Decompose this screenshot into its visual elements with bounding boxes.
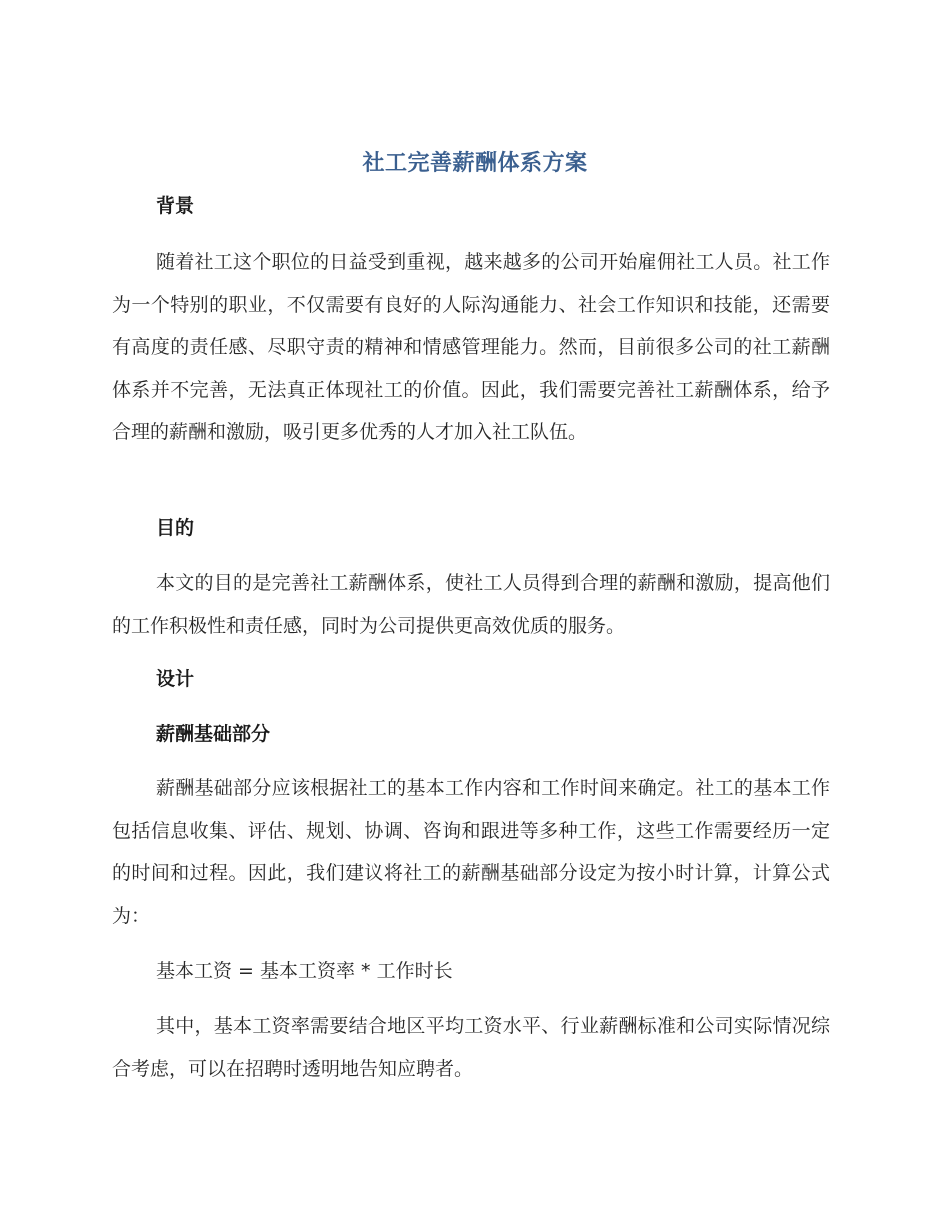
background-paragraph: 随着社工这个职位的日益受到重视，越来越多的公司开始雇佣社工人员。社工作为一个特别的职业，不仅需要有良好的人际沟通能力、社会工作知识和技能，还需要有高度的责任感、尽职守责的精神和情感管理能力。然而，目前很多公司的社工薪酬体系并不完善，无法真正体现社工的价值。因此，我们需要完善社工薪酬体系，给予合理的薪酬和激励，吸引更多优秀的人才加入社工队伍。: [112, 251, 830, 444]
section-heading-purpose: 目的: [156, 517, 195, 539]
document-title: 社工完善薪酬体系方案: [362, 151, 588, 176]
base-pay-note-paragraph: 其中，基本工资率需要结合地区平均工资水平、行业薪酬标准和公司实际情况综合考虑，可以在招聘时透明地告知应聘者。: [112, 1015, 830, 1080]
base-pay-paragraph: 薪酬基础部分应该根据社工的基本工作内容和工作时间来确定。社工的基本工作包括信息收集、评估、规划、协调、咨询和跟进等多种工作，这些工作需要经历一定的时间和过程。因此，我们建议将社工的薪酬基础部分设定为按小时计算，计算公式为：: [112, 777, 830, 927]
section-heading-base-pay: 薪酬基础部分: [156, 723, 271, 745]
section-heading-design: 设计: [156, 668, 195, 690]
purpose-paragraph: 本文的目的是完善社工薪酬体系，使社工人员得到合理的薪酬和激励，提高他们的工作积极性和责任感，同时为公司提供更高效优质的服务。: [112, 572, 830, 637]
base-pay-formula: 基本工资 = 基本工资率 * 工作时长: [156, 960, 453, 982]
section-heading-background: 背景: [156, 195, 195, 217]
